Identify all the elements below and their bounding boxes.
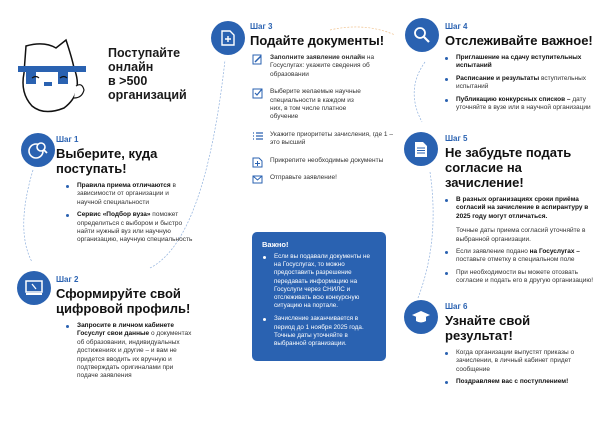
- magnifier-icon: [405, 18, 439, 52]
- step-1-title: Выберите, куда поступать!: [56, 146, 158, 176]
- bold-text: Сервис «Подбор вуза»: [77, 211, 151, 219]
- step-3: [200, 22, 400, 232]
- checkbox-icon: [252, 88, 263, 99]
- header: [0, 38, 200, 133]
- list-item: [445, 349, 597, 374]
- step-2-label: Шаг 2: [56, 275, 79, 284]
- heading-line: онлайн: [108, 60, 154, 74]
- step-1-label: Шаг 1: [56, 135, 79, 144]
- text: При необходимости вы можете отозвать согласие и подать его в другую организацию!: [456, 268, 594, 285]
- graduation-cap-icon: [404, 300, 438, 334]
- bold-text: В разных организациях сроки приёма согласий на зачисление в аспирантуру в 2025 году могут отличаться.: [456, 196, 589, 220]
- bold-text: Заполните заявление онлайн: [270, 54, 366, 61]
- text: в зависимости от организации и научной специальности: [77, 182, 176, 206]
- bold-text: Приглашение на сдачу вступительных испытаний: [456, 54, 582, 70]
- step-1: [0, 133, 200, 271]
- list-item: Если вы подавали документы не на Госуслугах, то можно предоставить разрешение передавать информацию на Госуслуги через СНИЛС и отслеживать всю конкурсную ситуацию на портале.: [262, 253, 376, 310]
- numbered-list-icon: [252, 131, 263, 142]
- step-2-title: Сформируйте свой цифровой профиль!: [56, 286, 191, 316]
- step-5-title: Не забудьте подать согласие на зачисление!: [445, 145, 572, 190]
- important-list: [262, 253, 376, 348]
- step-6: [400, 302, 600, 387]
- heading-line: организаций: [108, 88, 187, 102]
- text: Точные даты приема согласий уточняйте в выбранной организации.: [456, 227, 586, 243]
- list-item: [445, 196, 597, 244]
- pen-document-icon: [252, 54, 263, 65]
- bold-text: Расписание и результаты: [456, 74, 540, 82]
- step-6-list: [445, 349, 597, 387]
- attach-document-icon: [252, 157, 263, 168]
- envelope-icon: [252, 174, 263, 185]
- list-item: [252, 88, 396, 122]
- list-item: [66, 322, 194, 381]
- text: на Госуслугах: укажите сведения об образовании: [270, 54, 375, 78]
- step-4-label: Шаг 4: [445, 22, 468, 31]
- text: Отправьте заявление!: [270, 174, 337, 182]
- list-item: [252, 54, 396, 79]
- list-item: [445, 269, 597, 286]
- middle-column: [200, 0, 400, 361]
- text: Прикрепите необходимые документы: [270, 156, 384, 164]
- mascot-logo: [14, 38, 94, 118]
- list-item: [445, 378, 597, 386]
- bold-text: Правила приема отличаются: [77, 182, 171, 189]
- text: Выберите желаемые научные специальности в каждом из них, в том числе платное обучение: [270, 88, 361, 121]
- step-5: [400, 134, 600, 302]
- text: Когда организации выпустят приказы о зачислении, в личный кабинет придет сообщение: [456, 349, 575, 373]
- step-2: [0, 271, 200, 381]
- step-6-title: Узнайте свой результат!: [445, 313, 531, 343]
- important-title: Важно!: [262, 240, 289, 249]
- text: Если заявление подано: [456, 248, 530, 256]
- step-6-label: Шаг 6: [445, 302, 468, 311]
- list-item: [445, 248, 597, 265]
- step-4: [400, 22, 600, 134]
- list-item: [252, 174, 396, 182]
- text: Укажите приоритеты зачисления, где 1 – это высший: [270, 130, 393, 147]
- heading-line: в >500: [108, 74, 148, 88]
- list-item: [66, 182, 194, 207]
- list-item: Зачисление заканчивается в период до 1 ноября 2025 года. Точные даты уточняйте в выбранной организации.: [262, 315, 376, 348]
- step-3-list: [252, 54, 396, 182]
- step-2-list: [66, 322, 194, 381]
- document-plus-icon: [211, 21, 245, 55]
- list-item: [252, 157, 396, 165]
- main-heading: [108, 38, 200, 102]
- bold-text: Публикацию конкурсных списков –: [456, 95, 571, 103]
- list-item: [445, 54, 597, 71]
- bold-text: на Госуслугах –: [529, 248, 580, 256]
- text: поставьте отметку в специальном поле: [456, 256, 575, 264]
- document-icon: [404, 132, 438, 166]
- text: о документах об образовании, индивидуальных достижениях и другие – и вам не придется вводить их вручную и подтверждать оригиналами при подаче заявления: [77, 330, 192, 380]
- step-3-title: Подайте документы!: [250, 33, 385, 48]
- heading-line: Поступайте: [108, 46, 181, 60]
- globe-search-icon: [21, 133, 55, 167]
- bold-text: Поздравляем вас с поступлением!: [456, 378, 569, 386]
- step-4-title: Отслеживайте важное!: [445, 33, 593, 48]
- text: вступительных испытаний: [456, 74, 587, 91]
- list-item: [66, 211, 194, 245]
- important-notice: [252, 232, 386, 361]
- text: поможет определиться с выбором и быстро найти нужный вуз или научную организацию, научную специальность: [77, 211, 193, 244]
- step-4-list: [445, 54, 597, 112]
- step-5-list: [445, 196, 597, 286]
- step-1-list: [66, 182, 194, 245]
- right-column: [400, 0, 600, 391]
- step-3-label: Шаг 3: [250, 22, 273, 31]
- list-item: [445, 75, 597, 92]
- left-column: [0, 0, 200, 385]
- list-item: [445, 96, 597, 113]
- list-item: [252, 131, 396, 148]
- computer-icon: [17, 271, 51, 305]
- bold-text: Запросите в личном кабинете Госуслуг свои данные: [77, 322, 174, 338]
- step-5-label: Шаг 5: [445, 134, 468, 143]
- text: дату уточняйте в вузе или в научной организации: [456, 95, 591, 112]
